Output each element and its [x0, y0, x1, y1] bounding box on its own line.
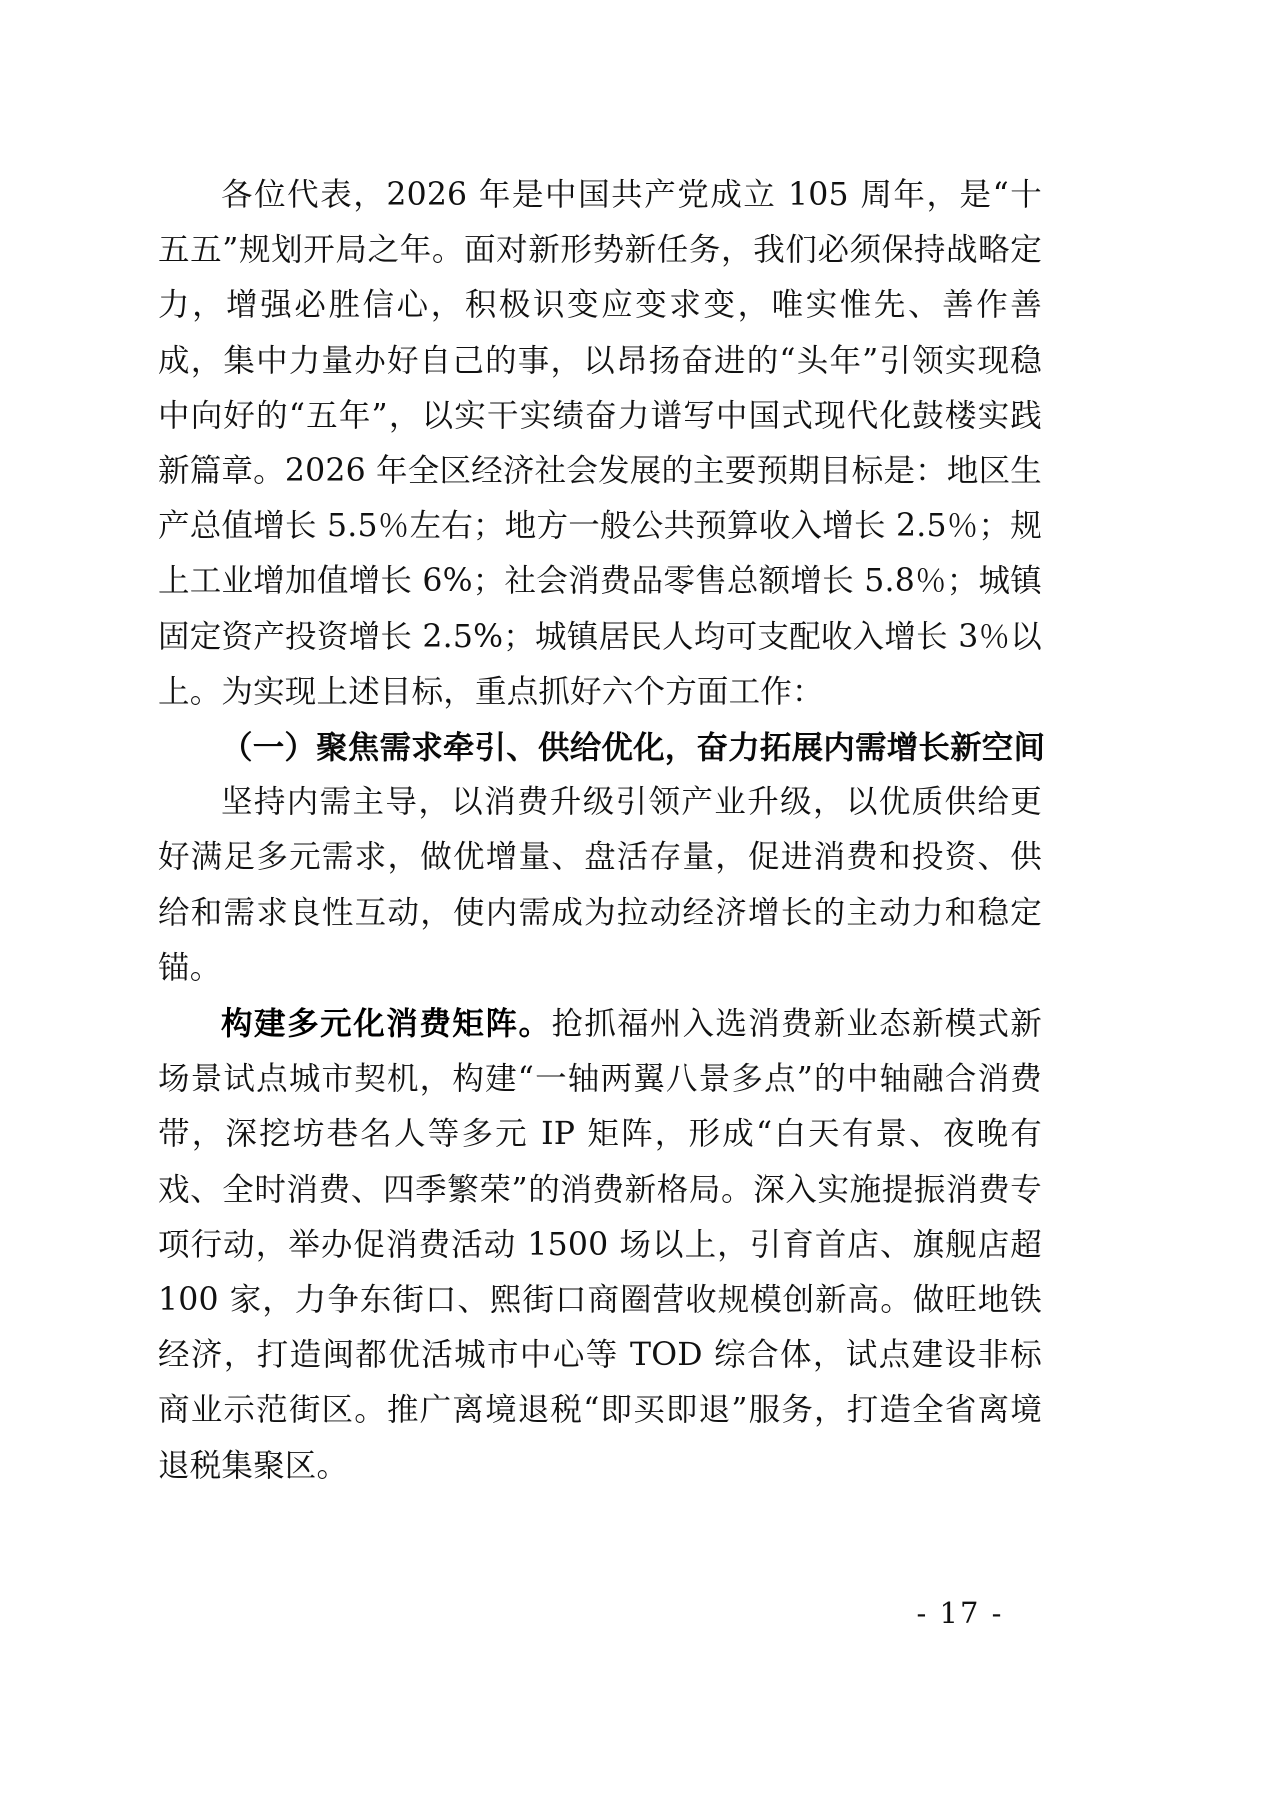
section-heading-one: （一）聚焦需求牵引、供给优化，奋力拓展内需增长新空间	[221, 729, 1046, 767]
paragraph-opening-targets: 各位代表，2026 年是中国共产党成立 105 周年，是“十五五”规划开局之年。面对新形势新任务，我们必须保持战略定力，增强必胜信心，积极识变应变求变，唯实惟先、善作善成，集中力量办好自己的事，以昂扬奋进的“头年”引领实现稳中向好的“五年”，以实干实绩奋力谱写中国式现代化鼓楼实践新篇章。2026 年全区经济社会发展的主要预期目标是：地区生产总值增长 5.5％左右；地方一般公共预算收入增长 2.5％；规上工业增加值增长 6%；社会消费品零售总额增长 5.8％；城镇固定资产投资增长 2.5%；城镇居民人均可支配收入增长 3％以上。为实现上述目标，重点抓好六个方面工作：	[158, 177, 1042, 710]
run-in-lead-consumption-matrix: 构建多元化消费矩阵。	[221, 1005, 552, 1043]
page-text-block	[158, 168, 1046, 1494]
paragraph-consumption-matrix	[158, 996, 1042, 1494]
page-number: - 17 -	[916, 1596, 1004, 1630]
page-footer	[0, 1596, 1280, 1630]
paragraph-domestic-demand: 坚持内需主导，以消费升级引领产业升级，以优质供给更好满足多元需求，做优增量、盘活存量，促进消费和投资、供给和需求良性互动，使内需成为拉动经济增长的主动力和稳定锚。	[158, 784, 1042, 986]
paragraph-consumption-matrix-text: 抢抓福州入选消费新业态新模式新场景试点城市契机，构建“一轴两翼八景多点”的中轴融合消费带，深挖坊巷名人等多元 IP 矩阵，形成“白天有景、夜晚有戏、全时消费、四季繁荣”的消费新格局。深入实施提振消费专项行动，举办促消费活动 1500 场以上，引育首店、旗舰店超 100 家，力争东街口、熙街口商圈营收规模创新高。做旺地铁经济，打造闽都优活城市中心等 TOD 综合体，试点建设非标商业示范街区。推广离境退税“即买即退”服务，打造全省离境退税集聚区。	[158, 1006, 1042, 1484]
